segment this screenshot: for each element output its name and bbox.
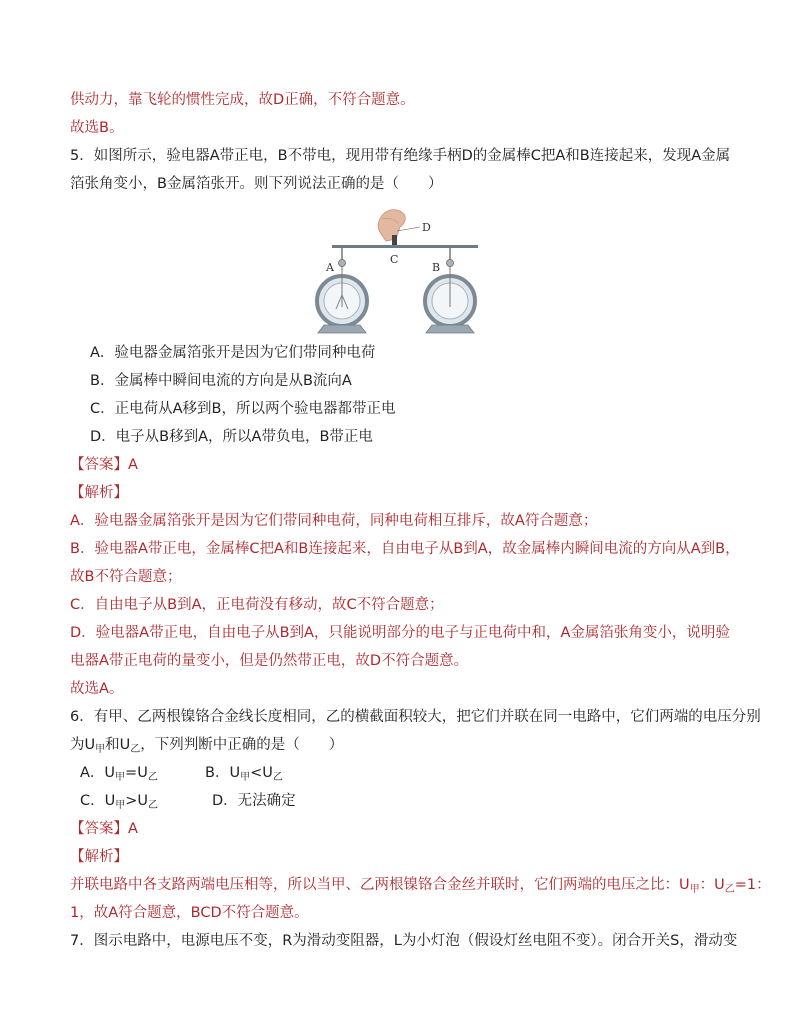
q5-analysis-line: C．自由电子从B到A，正电荷没有移动，故C不符合题意； [70, 597, 444, 613]
q6-option-c: C．$U_甲>U_乙$ [80, 793, 159, 811]
metal-rod [332, 245, 478, 248]
q5-option-b: B．金属棒中瞬间电流的方向是从B流向A [90, 373, 352, 389]
q6-analysis-tag: 【解析】 [70, 849, 128, 865]
label-c: C [390, 253, 399, 266]
q5-analysis-line: D．验电器A带正电，自由电子从B到A，只能说明部分的电子与正电荷中和，A金属箔张角变小，说明验 [70, 625, 730, 641]
q6-option-b: B．$U_甲<U_乙$ [205, 765, 283, 783]
q5-stem-line1: 5．如图所示，验电器A带正电，B不带电，现用带有绝缘手柄D的金属棒C把A和B连接起来，发现A金属 [70, 148, 731, 164]
q5-figure [300, 205, 500, 340]
q7-stem-line1: 7．图示电路中，电源电压不变，R为滑动变阻器，L为小灯泡（假设灯丝电阻不变）。闭合开关S，滑动变 [70, 933, 738, 949]
prev-analysis-line: 供动力，靠飞轮的惯性完成，故D正确，不符合题意。 [70, 92, 415, 108]
q5-stem-line2: 箔张角变小，B金属箔张开。则下列说法正确的是（ ） [70, 176, 443, 192]
q6-option-a: A．$U_甲=U_乙$ [80, 765, 158, 783]
q6-option-d: D．无法确定 [212, 793, 296, 809]
q5-conclusion: 故选A。 [70, 681, 124, 697]
q5-analysis-line: 故B不符合题意； [70, 569, 182, 585]
q5-option-c: C．正电荷从A移到B，所以两个验电器都带正电 [90, 401, 396, 417]
q6-stem-line1: 6．有甲、乙两根镍铬合金线长度相同，乙的横截面积较大，把它们并联在同一电路中，它们两端的电压分别 [70, 709, 761, 725]
q6-analysis-line1: 并联电路中各支路两端电压相等，所以当甲、乙两根镍铬合金丝并联时，它们两端的电压之比：$U_甲$：$U_乙=1$： [70, 877, 771, 895]
q6-answer [70, 819, 138, 839]
q6-analysis-line2: 1，故A符合题意，BCD不符合题意。 [70, 905, 309, 921]
hand-shape [378, 210, 405, 241]
electroscope-a [317, 248, 367, 333]
q5-answer-tag: 【答案】 [70, 457, 128, 473]
q5-analysis-tag: 【解析】 [70, 485, 128, 501]
label-a: A [326, 261, 334, 274]
q5-answer [70, 455, 138, 475]
q6-stem-line2: 为$U_甲$和$U_乙$，下列判断中正确的是（ ） [70, 737, 344, 755]
q6-answer-tag: 【答案】 [70, 821, 128, 837]
label-b: B [432, 261, 441, 274]
q6-answer-value: A [128, 821, 138, 837]
q5-option-d: D．电子从B移到A，所以A带负电，B带正电 [90, 429, 373, 445]
q5-analysis-line: 电器A带正电荷的量变小，但是仍然带正电，故D不符合题意。 [70, 653, 469, 669]
q5-option-a: A．验电器金属箔张开是因为它们带同种电荷 [90, 345, 376, 361]
label-d: D [422, 221, 431, 234]
q5-analysis-line: B．验电器A带正电，金属棒C把A和B连接起来，自由电子从B到A，故金属棒内瞬间电流的方向从A到B， [70, 541, 740, 557]
q5-analysis-line: A．验电器金属箔张开是因为它们带同种电荷，同种电荷相互排斥，故A符合题意； [70, 513, 598, 529]
prev-conclusion: 故选B。 [70, 120, 124, 136]
q5-answer-value: A [128, 457, 138, 473]
